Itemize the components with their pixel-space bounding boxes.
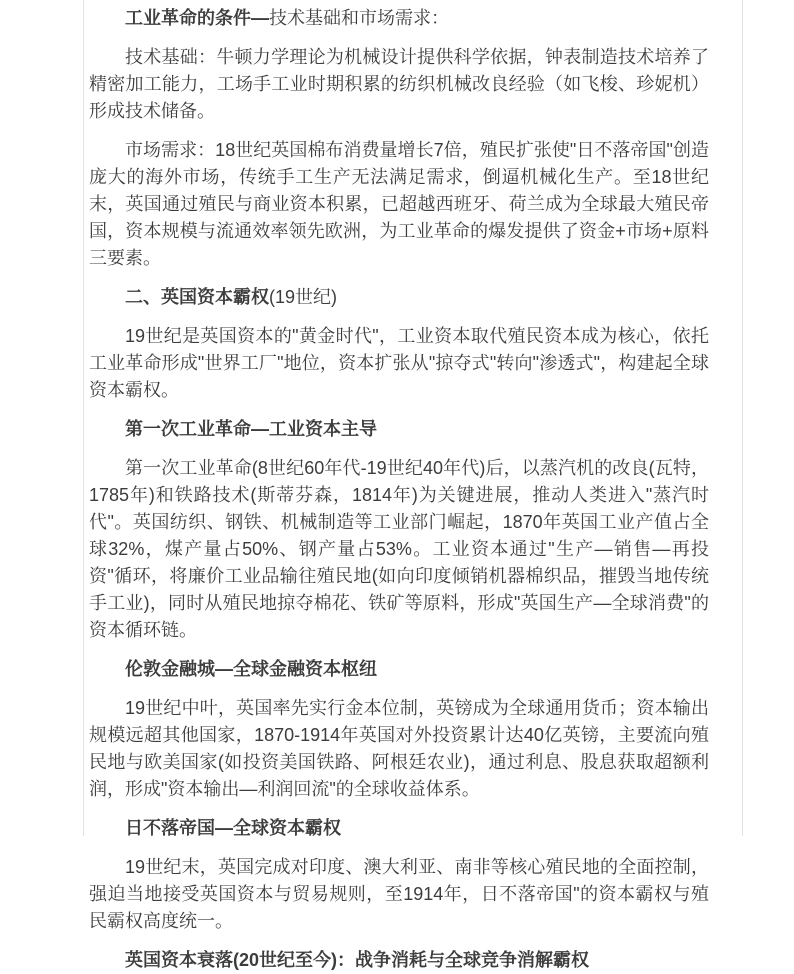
heading-regular-text: 技术基础和市场需求： bbox=[269, 8, 449, 28]
section-heading-industrial-revolution-conditions bbox=[89, 5, 709, 32]
paragraph-technical-basis: 技术基础：牛顿力学理论为机械设计提供科学依据，钟表制造技术培养了精密加工能力，工场手工业时期积累的纺织机械改良经验（如飞梭、珍妮机）形成技术储备。 bbox=[89, 47, 709, 121]
section-heading-british-capital-decline: 英国资本衰落(20世纪至今)：战争消耗与全球竞争消解霸权 bbox=[125, 950, 590, 970]
section-heading-london-financial-city: 伦敦金融城—全球金融资本枢纽 bbox=[125, 659, 377, 679]
paragraph-market-demand: 市场需求：18世纪英国棉布消费量增长7倍，殖民扩张使"日不落帝国"创造庞大的海外市场，传统手工生产无法满足需求，倒逼机械化生产。至18世纪末，英国通过殖民与商业资本积累，已超越西班牙、荷兰成为全球最大殖民帝国，资本规模与流通效率领先欧洲，为工业革命的爆发提供了资金+市场+原料三要素。 bbox=[89, 140, 709, 268]
paragraph-first-industrial-revolution: 第一次工业革命(8世纪60年代-19世纪40年代)后，以蒸汽机的改良(瓦特，1785年)和铁路技术(斯蒂芬森，1814年)为关键进展，推动人类进入"蒸汽时代"。英国纺织、钢铁、机械制造等工业部门崛起，1870年英国工业产值占全球32%，煤产量占50%、钢产量占53%。工业资本通过"生产—销售—再投资"循环，将廉价工业品输往殖民地(如向印度倾销机器棉织品，摧毁当地传统手工业)，同时从殖民地掠夺棉花、铁矿等原料，形成"英国生产—全球消费"的资本循环链。 bbox=[89, 458, 709, 640]
section-heading-first-industrial-revolution: 第一次工业革命—工业资本主导 bbox=[125, 419, 377, 439]
document-page bbox=[83, 0, 743, 970]
heading-bold-text: 工业革命的条件— bbox=[125, 8, 269, 28]
paragraph-golden-age-19th-century: 19世纪是英国资本的"黄金时代"，工业资本取代殖民资本成为核心，依托工业革命形成"世界工厂"地位，资本扩张从"掠夺式"转向"渗透式"，构建起全球资本霸权。 bbox=[89, 326, 709, 400]
paragraph-gold-standard-capital-export: 19世纪中叶，英国率先实行金本位制，英镑成为全球通用货币；资本输出规模远超其他国家，1870-1914年英国对外投资累计达40亿英镑，主要流向殖民地与欧美国家(如投资美国铁路、阿根廷农业)，通过利息、股息获取超额利润，形成"资本输出—利润回流"的全球收益体系。 bbox=[89, 698, 709, 799]
heading-bold-text: 二、英国资本霸权 bbox=[125, 287, 269, 307]
heading-regular-text: (19世纪) bbox=[269, 287, 338, 307]
section-heading-british-capital-hegemony bbox=[89, 284, 709, 311]
section-heading-empire-global-capital-hegemony: 日不落帝国—全球资本霸权 bbox=[125, 818, 341, 838]
paragraph-colonial-control: 19世纪末，英国完成对印度、澳大利亚、南非等核心殖民地的全面控制，强迫当地接受英国资本与贸易规则，至1914年，日不落帝国"的资本霸权与殖民霸权高度统一。 bbox=[89, 857, 709, 931]
